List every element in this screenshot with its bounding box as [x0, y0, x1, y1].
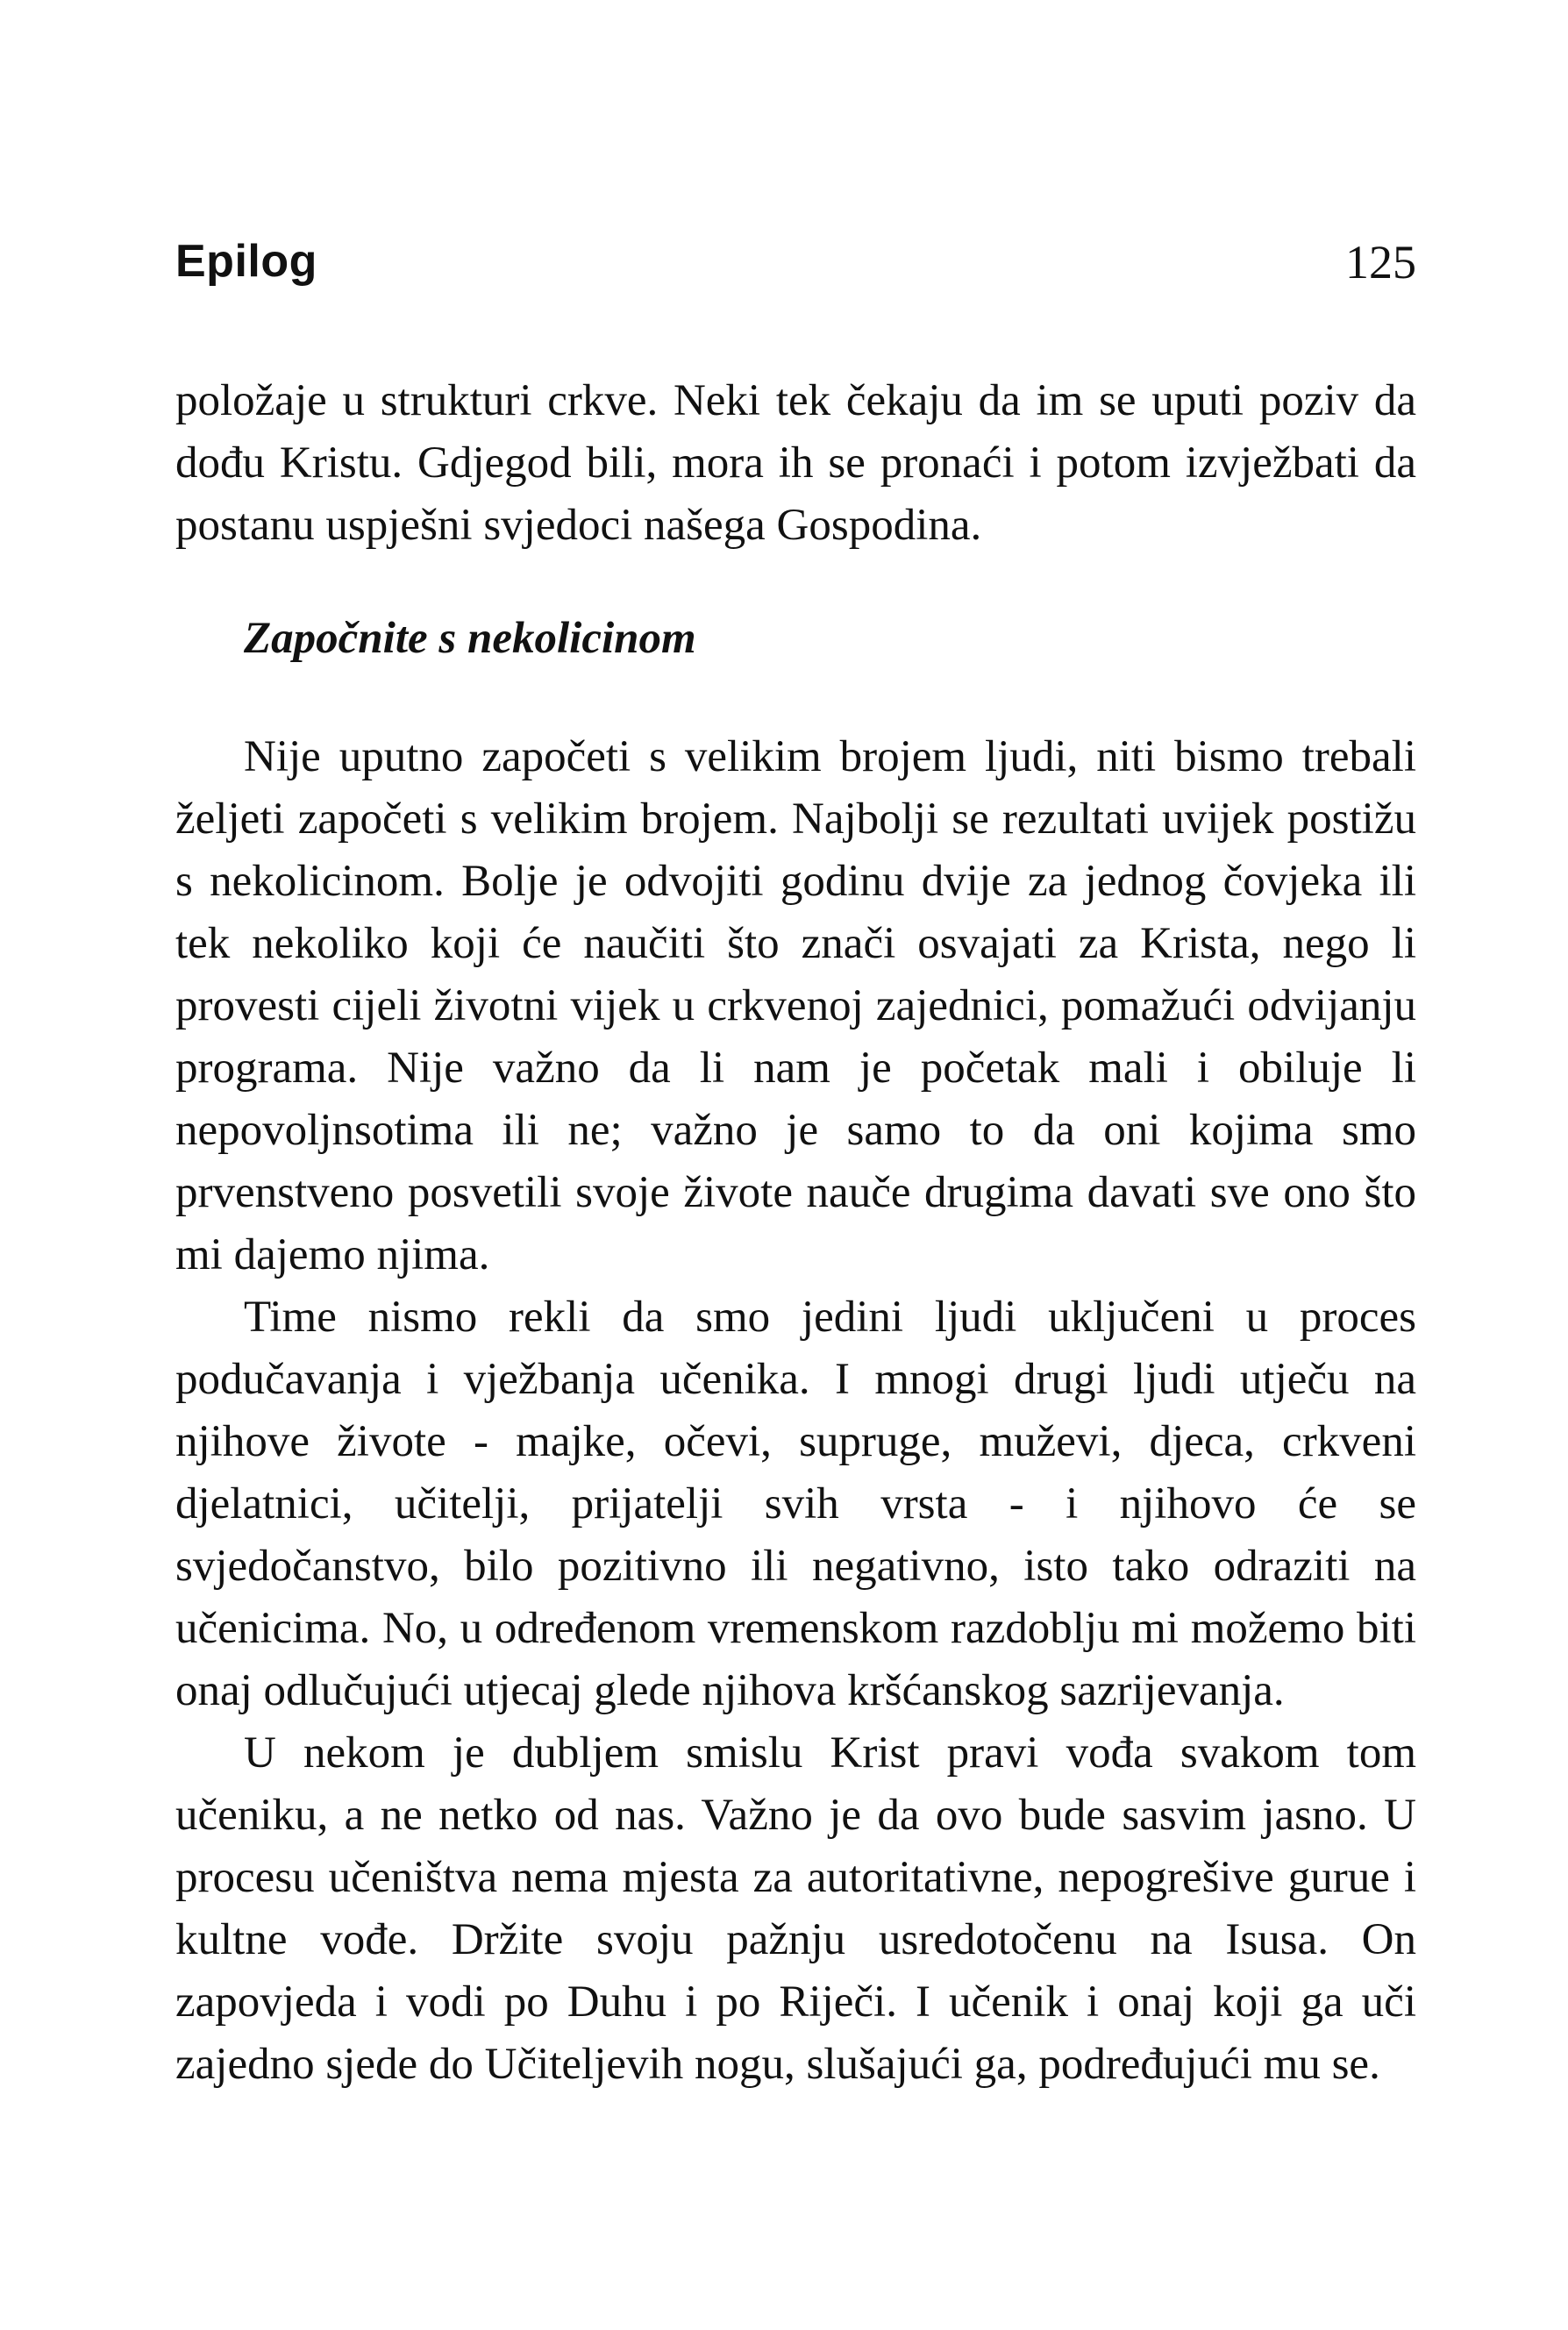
book-page — [175, 210, 1416, 2096]
body-text — [175, 370, 1416, 2096]
paragraph-continued: položaje u strukturi crkve. Neki tek čekaju da im se uputi poziv da dođu Kristu. Gdjegod bili, mora ih se pronaći i potom izvježbati da postanu uspješni svjedoci našega Gospodina. — [175, 376, 1416, 550]
section-heading: Započnite s nekolicinom — [244, 614, 696, 663]
paragraph: U nekom je dubljem smislu Krist pravi vođa svakom tom učeniku, a ne netko od nas. Važno je da ovo bude sasvim jasno. U procesu učeništva nema mjesta za autoritativne, nepogrešive gurue i kultne vođe. Držite svoju pažnju usredotočenu na Isusa. On zapovjeda i vodi po Duhu i po Riječi. I učenik i onaj koji ga uči zajedno sjede do Učiteljevih nogu, slušajući ga, podređujući mu se. — [175, 1728, 1416, 2089]
chapter-title: Epilog — [175, 236, 317, 287]
paragraph: Nije uputno započeti s velikim brojem ljudi, niti bismo trebali željeti započeti s velikim brojem. Najbolji se rezultati uvijek postižu s nekolicinom. Bolje je odvojiti godinu dvije za jednog čovjeka ili tek nekoliko koji će naučiti što znači osvajati za Krista, nego li provesti cijeli životni vijek u crkvenoj zajednici, pomažući odvijanju programa. Nije važno da li nam je početak mali i obiluje li nepovoljnsotima ili ne; važno je samo to da oni kojima smo prvenstveno posvetili svoje živote nauče drugima davati sve ono što mi dajemo njima. — [175, 732, 1416, 1279]
paragraph: Time nismo rekli da smo jedini ljudi uključeni u proces podučavanja i vježbanja učenika. I mnogi drugi ljudi utječu na njihove živote - majke, očevi, supruge, muževi, djeca, crkveni djelatnici, učitelji, prijatelji svih vrsta - i njihovo će se svjedočanstvo, bilo pozitivno ili negativno, isto tako odraziti na učenicima. No, u određenom vremenskom razdoblju mi možemo biti onaj odlučujući utjecaj glede njihova kršćanskog sazrijevanja. — [175, 1293, 1416, 1715]
page-number: 125 — [1345, 236, 1416, 289]
running-header — [175, 210, 1416, 316]
